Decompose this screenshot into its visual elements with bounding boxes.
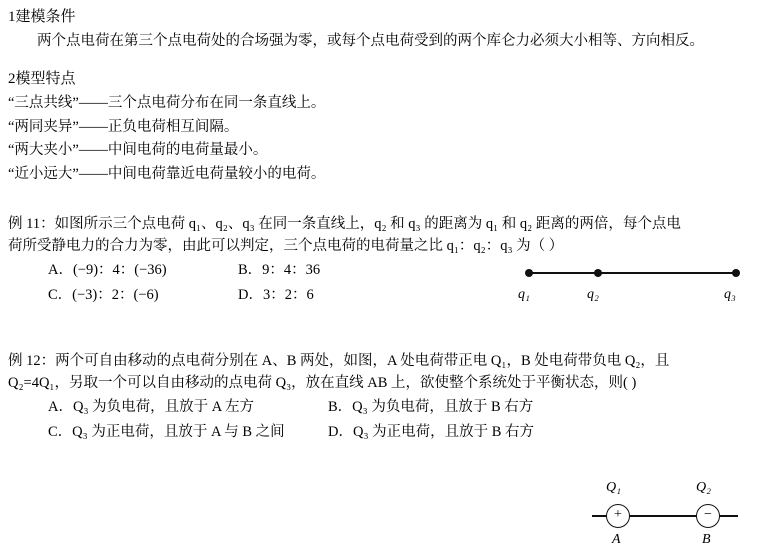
charge-dot-q1 [525,269,533,277]
example-12-options-row-1 [8,397,752,419]
example-11-stem-line-1: 例 11：如图所示三个点电荷 q₁、q₂、q₃ 在同一条直线上，q₂ 和 q₃ 的距离为 q₁ 和 q₂ 距离的两倍，每个点电 [8,215,681,232]
document-page [0,6,760,555]
example-12-option-c[interactable]: C．Q₃ 为正电荷，且放于 A 与 B 之间 [48,424,285,440]
example-12-options-row-2 [8,422,752,444]
example-11 [0,214,760,307]
section-1-line-1: 两个点电荷在第三个点电荷处的合场强为零，或每个点电荷受到的两个库仑力必须大小相等、方向相反。 [37,32,704,49]
figure-line [528,272,736,274]
figure-label-q1: q₁ [518,286,530,302]
figure-label-A: A [612,532,621,547]
example-12-option-d[interactable]: D．Q₃ 为正电荷，且放于 B 右方 [328,424,535,440]
figure-label-q3: q₃ [724,286,736,302]
example-12 [0,351,760,444]
section-2-line-2: “两同夹异”——正负电荷相互间隔。 [8,118,239,135]
example-11-option-c[interactable]: C．(−3)：2：(−6) [48,287,159,303]
section-2-line-3: “两大夹小”——中间电荷的电荷量最小。 [8,142,268,159]
example-11-figure [518,262,748,322]
section-heading-2: 2模型特点 [8,71,76,88]
spacer [0,54,760,62]
example-11-option-a[interactable]: A．(−9)：4：(−36) [48,262,167,279]
charge-symbol-negative: − [696,504,720,528]
example-12-stem-line-2: Q₂=4Q₁，另取一个可以自由移动的点电荷 Q₃，放在直线 AB 上，欲使整个系统处于平衡状态，则( ) [8,374,637,391]
charge-dot-q2 [594,269,602,277]
example-12-figure [586,475,746,553]
spacer [0,333,760,351]
charge-symbol-positive: + [606,504,630,528]
figure-label-Q2: Q₂ [696,480,711,495]
example-11-stem-line-2: 荷所受静电力的合力为零，由此可以判定，三个点电荷的电荷量之比 q₁：q₂：q₃ 为（ ） [8,237,564,254]
example-12-option-b[interactable]: B．Q₃ 为负电荷，且放于 B 右方 [328,399,534,416]
example-12-option-a[interactable]: A．Q₃ 为负电荷，且放于 A 左方 [48,399,255,416]
figure-label-B: B [702,532,711,547]
example-11-option-d[interactable]: D．3：2：6 [238,287,314,303]
example-12-stem-line-1: 例 12：两个可自由移动的点电荷分别在 A、B 两处，如图，A 处电荷带正电 Q₁，B 处电荷带负电 Q₂，且 [8,352,670,369]
spacer [0,188,760,214]
figure-label-q2: q₂ [587,286,599,302]
section-heading-1: 1建模条件 [8,9,76,25]
charge-dot-q3 [732,269,740,277]
section-2-line-1: “三点共线”——三个点电荷分布在同一条直线上。 [8,94,326,111]
section-2-line-4: “近小远大”——中间电荷靠近电荷量较小的电荷。 [8,166,326,182]
figure-label-Q1: Q₁ [606,480,621,495]
example-11-option-b[interactable]: B．9：4：36 [238,262,321,279]
